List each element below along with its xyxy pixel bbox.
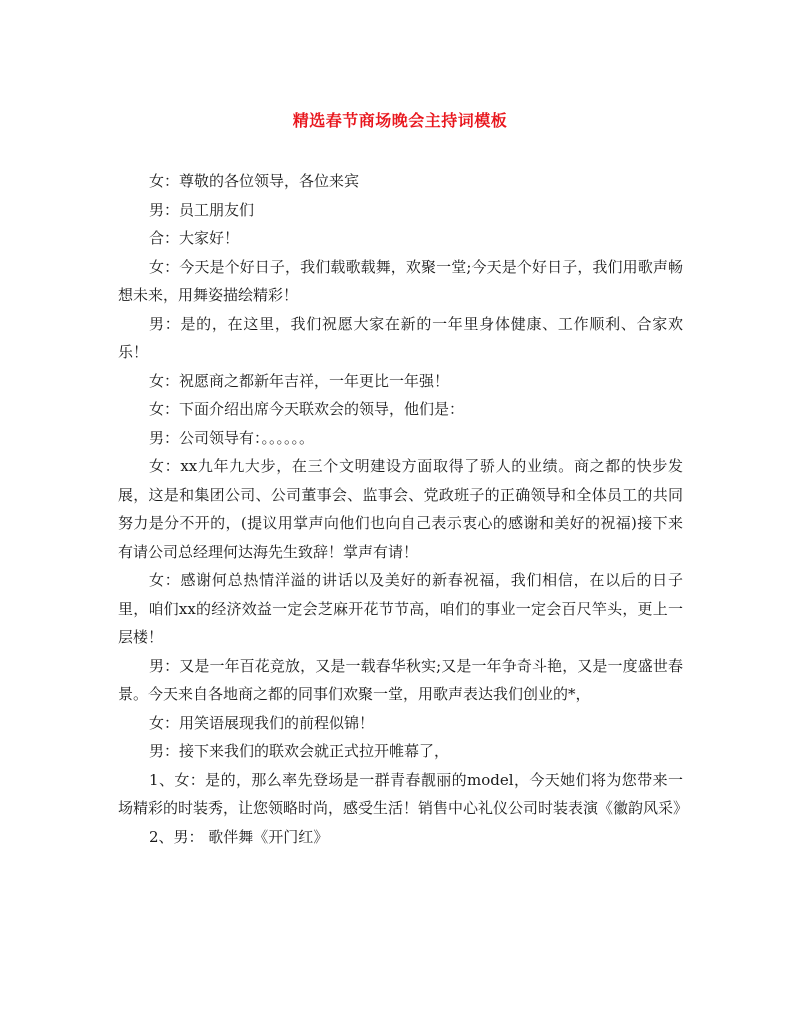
paragraph: 1、女：是的，那么率先登场是一群青春靓丽的model，今天她们将为您带来一场精彩的时装秀，让您领略时尚，感受生活！销售中心礼仪公司时装表演《徽韵风采》 — [118, 770, 689, 817]
document-body — [118, 167, 689, 851]
paragraph: 女：感谢何总热情洋溢的讲话以及美好的新春祝福，我们相信，在以后的日子里，咱们xx的经济效益一定会芝麻开花节节高，咱们的事业一定会百尺竿头，更上一层楼！ — [118, 571, 683, 646]
paragraph: 男：公司领导有：。。。。。。 — [149, 428, 315, 447]
paragraph: 2、男： 歌伴舞《开门红》 — [149, 827, 329, 846]
paragraph: 男：接下来我们的联欢会就正式拉开帷幕了， — [149, 742, 450, 760]
paragraph: 女：xx九年九大步，在三个文明建设方面取得了骄人的业绩。商之都的快步发展，这是和集团公司、公司董事会、监事会、党政班子的正确领导和全体员工的共同努力是分不开的，(提议用掌声向他们也向自己表示衷心的感谢和美好的祝福)接下来有请公司总经理何达海先生致辞！掌声有请！ — [118, 457, 683, 561]
paragraph: 男：员工朋友们 — [149, 200, 255, 219]
paragraph: 女：祝愿商之都新年吉祥，一年更比一年强！ — [149, 371, 450, 390]
document-title: 精选春节商场晚会主持词模板 — [292, 111, 508, 130]
paragraph: 女：用笑语展现我们的前程似锦！ — [149, 713, 375, 732]
paragraph: 男：又是一年百花竞放，又是一载春华秋实;又是一年争奇斗艳，又是一度盛世春景。今天来自各地商之都的同事们欢聚一堂，用歌声表达我们创业的*， — [118, 656, 683, 703]
paragraph: 男：是的，在这里，我们祝愿大家在新的一年里身体健康、工作顺利、合家欢乐！ — [118, 314, 683, 361]
paragraph: 女：下面介绍出席今天联欢会的领导，他们是： — [149, 400, 465, 418]
paragraph: 合：大家好！ — [149, 229, 240, 247]
paragraph: 女：今天是个好日子，我们载歌载舞，欢聚一堂;今天是个好日子，我们用歌声畅想未来，用舞姿描绘精彩！ — [118, 257, 683, 304]
paragraph: 女：尊敬的各位领导，各位来宾 — [149, 172, 360, 190]
